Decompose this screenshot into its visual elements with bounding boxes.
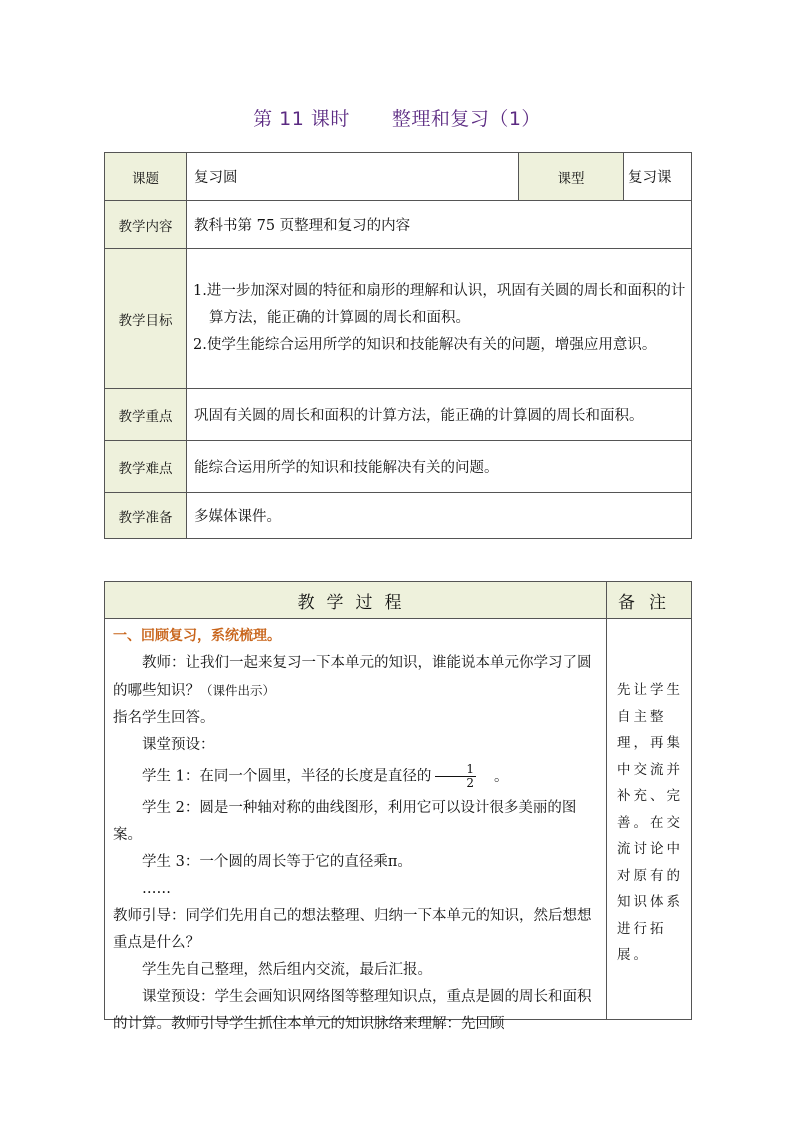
row-topic <box>105 153 692 201</box>
courseware-note: （课件出示） <box>200 683 276 698</box>
type-label: 课型 <box>519 153 624 201</box>
process-content <box>105 619 607 1032</box>
goal-item-1: 1.进一步加深对圆的特征和扇形的理解和认识，巩固有关圆的周长和面积的计算方法，能正确的计算圆的周长和面积。 <box>193 283 686 326</box>
key-value: 巩固有关圆的周长和面积的计算方法，能正确的计算圆的周长和面积。 <box>187 389 692 441</box>
goals-value <box>187 249 692 389</box>
topic-label: 课题 <box>105 153 187 201</box>
teacher-intro-text: 教师：让我们一起来复习一下本单元的知识，谁能说本单元你学习了圆的哪些知识？ <box>113 655 592 699</box>
teaching-process-table <box>104 581 692 1032</box>
note-text: 先让学生自主整理，再集中交流并补充、完善。在交流讨论中对原有的知识体系进行拓展。 <box>617 682 683 963</box>
paragraph-teacher-guide: 教师引导：同学们先用自己的想法整理、归纳一下本单元的知识，然后想想重点是什么？ <box>113 907 592 951</box>
fraction-numerator: 1 <box>435 763 476 777</box>
process-header-row <box>105 582 692 619</box>
student-1-end: 。 <box>493 768 509 785</box>
lesson-info-table <box>104 152 692 539</box>
paragraph-preset: 课堂预设： <box>142 737 215 753</box>
process-body-row <box>105 619 692 1020</box>
fraction-denominator: 2 <box>466 776 474 790</box>
difficulty-label: 教学难点 <box>105 441 187 493</box>
prep-value: 多媒体课件。 <box>187 493 692 539</box>
goals-label: 教学目标 <box>105 249 187 389</box>
prep-label: 教学准备 <box>105 493 187 539</box>
student-2-answer: 学生 2：圆是一种轴对称的曲线图形，利用它可以设计很多美丽的图案。 <box>113 799 577 843</box>
difficulty-value: 能综合运用所学的知识和技能解决有关的问题。 <box>187 441 692 493</box>
row-goals <box>105 249 692 389</box>
page-title <box>0 104 794 131</box>
content-value: 教科书第 75 页整理和复习的内容 <box>187 201 692 249</box>
content-label: 教学内容 <box>105 201 187 249</box>
row-difficulty <box>105 441 692 493</box>
row-prep <box>105 493 692 539</box>
goal-item-2: 2.使学生能综合运用所学的知识和技能解决有关的问题，增强应用意识。 <box>193 337 657 353</box>
key-label: 教学重点 <box>105 389 187 441</box>
row-content <box>105 201 692 249</box>
note-cell <box>607 619 692 1020</box>
process-header: 教学过程 <box>105 582 607 619</box>
type-value: 复习课 <box>624 153 692 201</box>
lesson-number: 第 11 课时 <box>253 108 350 130</box>
note-header: 备注 <box>607 582 692 619</box>
fraction-one-half <box>435 763 476 790</box>
paragraph-preset-2: 课堂预设：学生会画知识网络图等整理知识点，重点是圆的周长和面积的计算。教师引导学生抓住本单元的知识脉络来理解：先回顾 <box>113 988 592 1032</box>
topic-value: 复习圆 <box>187 153 519 201</box>
ellipsis: …… <box>142 880 171 897</box>
paragraph-student-work: 学生先自己整理，然后组内交流，最后汇报。 <box>142 961 432 978</box>
lesson-topic: 整理和复习（1） <box>391 108 541 130</box>
paragraph-teacher-intro <box>113 650 600 705</box>
student-3-answer: 学生 3：一个圆的周长等于它的直径乘π。 <box>142 853 412 870</box>
student-1-answer <box>113 763 600 791</box>
section-heading: 一、回顾复习，系统梳理。 <box>113 628 281 644</box>
student-1-text: 学生 1：在同一个圆里，半径的长度是直径的 <box>142 768 432 785</box>
paragraph-call-students: 指名学生回答。 <box>113 710 215 726</box>
row-key <box>105 389 692 441</box>
